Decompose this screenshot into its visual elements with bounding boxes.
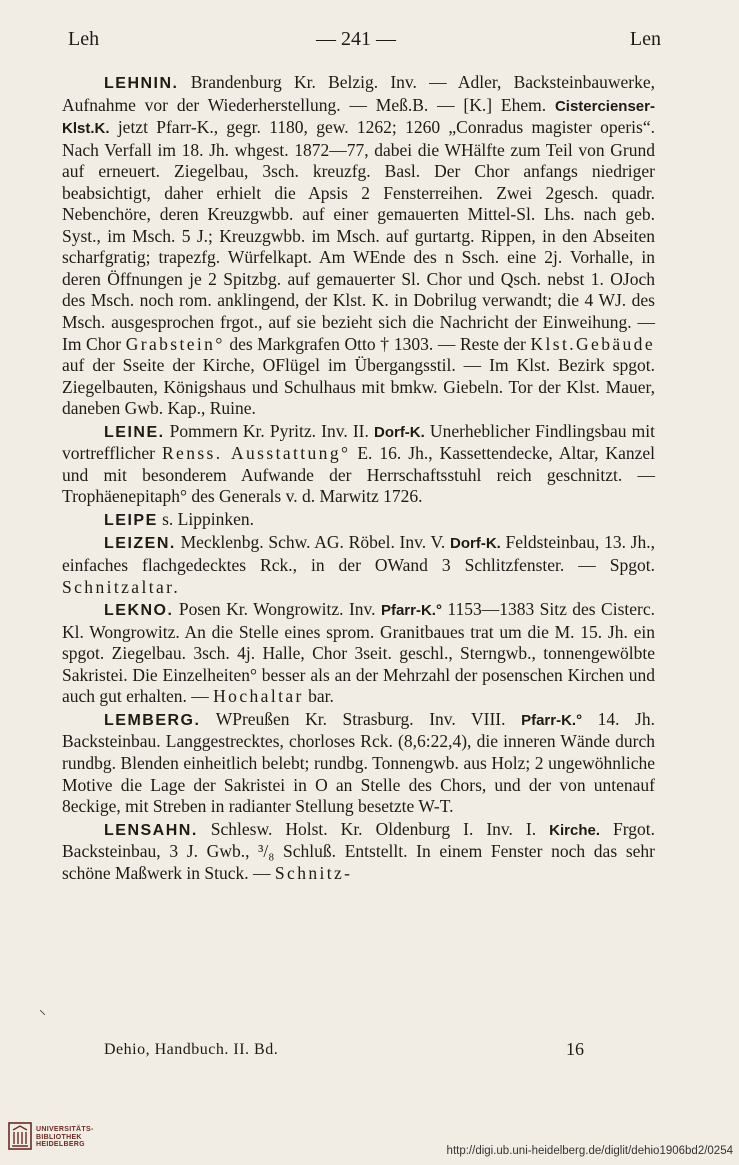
entry (62, 72, 655, 420)
entry-text: Mecklenbg. Schw. AG. Röbel. Inv. V. (175, 532, 450, 553)
entry-text: auf der Sseite der Kirche, OFlügel im Übergangsstil. — Im Klst. Bezirk spgot. Ziegelbauten, Königshaus und Schulhaus mit bmkw. Giebeln. Tor der Klst. Mauer, daneben Gwb. Kap., Ruine. (62, 355, 655, 419)
spaced-term: Grabstein° (125, 333, 225, 354)
page-number-header: — 241 — (316, 28, 396, 50)
spaced-term: Schnitzaltar. (62, 576, 181, 597)
building-type-label: Cistercienser-Klst.K. (62, 97, 655, 138)
library-logo (6, 1120, 116, 1160)
running-head (68, 28, 661, 58)
entry-text: WPreußen Kr. Strasburg. Inv. VIII. (200, 708, 522, 729)
entry-text: jetzt Pfarr-K., gegr. 1180, gew. 1262; 1260 „Conradus magister operis“. Nach Verfall im 18. Jh. whgest. 1872—77, dabei die WHälfte zum Teil von Grund auf erneuert. Ziegelbau, 3sch. kreuzfg. Basl. Der Chor anfangs niedriger beabsichtigt, daher erhielt die Apsis 2 Fensterreihen. Zwei 2gesch. quadr. Nebenchöre, deren Kreuzgwbb. auf einer gemauerten Mittel-Sl. Lhs. nach geb. Syst., im Msch. 5 J.; Kreuzgwbb. im Msch. auf gurtartg. Rippen, in den Abseiten scharfgratig; trapezfg. Würfelkapt. Am WEnde des n Ssch. eine 2j. Vorhalle, in deren Öffnungen je 2 Spitzbg. auf gemauerter Sl. Chor und Qsch. nebst 1. OJoch des Msch. noch rom. anklingend, der Klst. K. in Dobrilug verwandt; die 4 WJ. des Msch. ausgesprochen frgot., auf sie bezieht sich die Nachricht der Einweihung. — Im Chor (62, 117, 655, 354)
entry-text: des Markgrafen Otto † 1303. — Reste der (224, 333, 531, 354)
signature-number: 16 (566, 1039, 584, 1059)
entry-headword: LEIPE (104, 511, 158, 529)
entry-headword: LEIZEN. (104, 535, 176, 553)
entry-text: Posen Kr. Wongrowitz. Inv. (173, 599, 381, 620)
spaced-term: Klst.Gebäude (530, 333, 655, 354)
running-head-left: Leh (68, 28, 100, 50)
building-type-label: Kirche. (549, 821, 600, 839)
library-seal-icon (8, 1122, 32, 1150)
entry-headword: LENSAHN. (104, 821, 198, 839)
entry-headword: LEKNO. (104, 602, 174, 620)
entry (62, 421, 655, 508)
building-type-label: Dorf-K. (373, 423, 425, 441)
entry-text: s. Lippinken. (157, 508, 254, 529)
footer-title: Dehio, Handbuch. II. Bd. (104, 1041, 279, 1058)
spaced-term: Renss. Ausstattung° (161, 443, 351, 464)
entry (62, 599, 655, 708)
entry (62, 532, 655, 598)
spaced-term: Schnitz- (274, 862, 353, 883)
building-type-label: Pfarr-K.° (380, 602, 442, 620)
margin-mark: ⸜ (39, 1003, 46, 1018)
entry-text: Pommern Kr. Pyritz. Inv. II. (164, 420, 374, 441)
entry-text: bar. (303, 686, 334, 707)
entry-text: E. 16. Jh., Kassettendecke, Altar, Kanzel und mit besonderem Aufwande der Herrschaftsstuhl reich geschnitzt. — Trophäenepitaph° des Generals v. d. Marwitz 1726. (62, 443, 655, 507)
entry (62, 509, 655, 532)
entry-text: 14. Jh. Backsteinbau. Langgestrecktes, chorloses Rck. (8,6:22,4), die inneren Wände durch rundbg. Blenden einheitlich belebt; rundbg. Tonnengwb. aus Holz; 2 ungewöhnliche Motive die Lage der Sakristei in O an Stelle des Chors, und der von untenauf 8eckige, mit Streben in radianter Stellung besetzte W-T. (62, 708, 655, 817)
entry-headword: LEHNIN. (104, 75, 179, 92)
spaced-term: Hochaltar (213, 686, 304, 707)
page-footer (104, 1041, 584, 1065)
entry-text: Schlesw. Holst. Kr. Oldenburg I. Inv. I. (197, 818, 550, 839)
entry-text: Unerheblicher Findlingsbau mit vortrefflicher (62, 420, 655, 464)
running-head-right: Len (629, 28, 661, 50)
entry (62, 709, 655, 818)
library-logo-text: UNIVERSITÄTS- BIBLIOTHEK HEIDELBERG (36, 1126, 94, 1148)
source-url[interactable]: http://digi.ub.uni-heidelberg.de/diglit/dehio1906bd2/0254 (446, 1145, 733, 1157)
entry (62, 819, 655, 885)
building-type-label: Dorf-K. (450, 535, 501, 553)
entry-text: 1153—1383 Sitz des Cisterc. Kl. Wongrowitz. An die Stelle eines sprom. Granitbaues trat um die M. 15. Jh. ein spgot. Ziegelbau. 3sch. 4j. Halle, Chor 3seit. geschl., Sterngwb., tonnengewölbte Sakristei. Die Einzelheiten° besser als an der Mehrzahl der posenschen Kirchen und auch gut erhalten. — (62, 599, 655, 707)
entry-text: Brandenburg Kr. Belzig. Inv. — Adler, Backsteinbauwerke, Aufnahme vor der Wiederherstellung. — Meß.B. — [K.] Ehem. (62, 72, 655, 115)
building-type-label: Pfarr-K.° (521, 711, 583, 729)
entry-headword: LEINE. (104, 423, 165, 441)
entry-headword: LEMBERG. (104, 711, 201, 729)
entry-text: Frgot. Backsteinbau, 3 J. Gwb., ³/₈ Schluß. Entstellt. In einem Fenster noch das sehr schöne Maßwerk in Stuck. — (62, 818, 655, 883)
entry-list (62, 72, 655, 884)
entry-text: Feldsteinbau, 13. Jh., einfaches flachgedecktes Rck., in der OWand 3 Schlitzfenster. — Spgot. (62, 532, 655, 576)
